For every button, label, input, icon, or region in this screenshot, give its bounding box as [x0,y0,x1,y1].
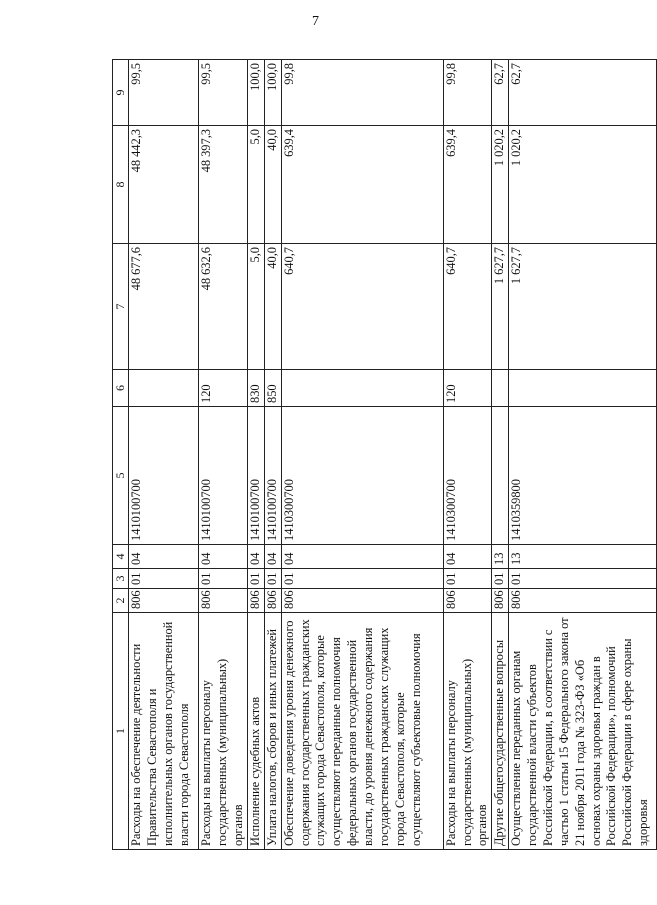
page-number: 7 [312,14,319,29]
row-col-2: 806 [129,589,199,613]
table-row [129,60,199,850]
row-name: Расходы на выплаты персоналу государственных (муниципальных) органов [199,613,248,850]
header-col-2: 2 [113,589,129,613]
row-col-4: 13 [492,545,509,569]
table-header-row [113,60,129,850]
row-col-2: 806 [199,589,248,613]
row-col-7: 1 627,7 [492,244,509,370]
row-col-2: 806 [264,589,281,613]
row-col-9: 100,0 [264,60,281,126]
row-col-4: 04 [443,545,492,569]
row-col-7: 640,7 [443,244,492,370]
row-name: Осуществление переданных органам государственной власти субъектов Российской Федерации, в соответствии с частью 1 статьи 15 Федерального закона от 21 ноября 2011 года № 323-ФЗ «Об основах охраны здоровья граждан в Российской Федерации», полномочий Российской Федерации в сфере охраны здоровья [509,613,657,850]
row-col-8: 48 442,3 [129,126,199,244]
row-col-4: 04 [129,545,199,569]
row-name: Расходы на выплаты персоналу государственных (муниципальных) органов [443,613,492,850]
row-col-5: 1410100700 [264,407,281,545]
row-col-9: 99,5 [199,60,248,126]
row-name: Расходы на обеспечение деятельности Правительства Севастополя и исполнительных органов государственной власти города Севастополя [129,613,199,850]
row-col-7: 40,0 [264,244,281,370]
row-col-2: 806 [492,589,509,613]
table-row [443,60,492,850]
table-rotation [112,60,651,850]
row-col-5 [492,407,509,545]
row-col-2: 806 [509,589,657,613]
row-col-4: 13 [509,545,657,569]
table-row [509,60,657,850]
table-row [199,60,248,850]
table-body [129,60,657,850]
row-col-8: 1 020,2 [509,126,657,244]
header-col-8: 8 [113,126,129,244]
row-col-8: 40,0 [264,126,281,244]
header-col-3: 3 [113,569,129,589]
row-col-3: 01 [129,569,199,589]
row-col-7: 640,7 [281,244,443,370]
row-col-9: 99,5 [129,60,199,126]
row-col-5: 1410100700 [247,407,264,545]
row-col-6 [129,370,199,407]
header-col-5: 5 [113,407,129,545]
row-col-9: 99,8 [443,60,492,126]
row-col-6: 120 [199,370,248,407]
row-col-2: 806 [281,589,443,613]
row-col-3: 01 [443,569,492,589]
row-col-4: 04 [199,545,248,569]
row-col-9: 62,7 [509,60,657,126]
row-col-6: 830 [247,370,264,407]
row-col-8: 48 397,3 [199,126,248,244]
row-col-6: 120 [443,370,492,407]
row-col-8: 1 020,2 [492,126,509,244]
row-name: Другие общегосударственные вопросы [492,613,509,850]
header-col-1: 1 [113,613,129,850]
row-col-3: 01 [247,569,264,589]
table-row [492,60,509,850]
header-col-7: 7 [113,244,129,370]
row-col-3: 01 [199,569,248,589]
header-col-9: 9 [113,60,129,126]
row-col-3: 01 [264,569,281,589]
row-col-6 [492,370,509,407]
row-col-9: 62,7 [492,60,509,126]
row-col-3: 01 [492,569,509,589]
row-col-4: 04 [264,545,281,569]
row-col-3: 01 [509,569,657,589]
row-col-4: 04 [281,545,443,569]
row-col-5: 1410300700 [443,407,492,545]
budget-table [112,59,657,850]
table-row [247,60,264,850]
row-col-2: 806 [443,589,492,613]
row-col-6 [509,370,657,407]
row-col-5: 1410100700 [129,407,199,545]
table-row [264,60,281,850]
row-col-5: 1410100700 [199,407,248,545]
row-col-7: 5,0 [247,244,264,370]
row-col-7: 48 632,6 [199,244,248,370]
row-col-8: 5,0 [247,126,264,244]
row-name: Обеспечение доведения уровня денежного содержания государственных гражданских служащих города Севастополя, которые осуществляют переданные полномочия федеральных органов государственной власти, до уровня денежного содержания государственных гражданских служащих города Севастополя, которые осуществляют субъектовые полномочия [281,613,443,850]
row-col-9: 100,0 [247,60,264,126]
row-col-4: 04 [247,545,264,569]
row-col-8: 639,4 [281,126,443,244]
row-col-5: 1410359800 [509,407,657,545]
row-name: Исполнение судебных актов [247,613,264,850]
row-col-5: 1410300700 [281,407,443,545]
header-col-4: 4 [113,545,129,569]
table-rotated-container [112,60,651,850]
row-col-6 [281,370,443,407]
row-col-7: 48 677,6 [129,244,199,370]
row-name: Уплата налогов, сборов и иных платежей [264,613,281,850]
row-col-2: 806 [247,589,264,613]
row-col-9: 99,8 [281,60,443,126]
row-col-3: 01 [281,569,443,589]
row-col-6: 850 [264,370,281,407]
header-col-6: 6 [113,370,129,407]
table-row [281,60,443,850]
row-col-7: 1 627,7 [509,244,657,370]
row-col-8: 639,4 [443,126,492,244]
